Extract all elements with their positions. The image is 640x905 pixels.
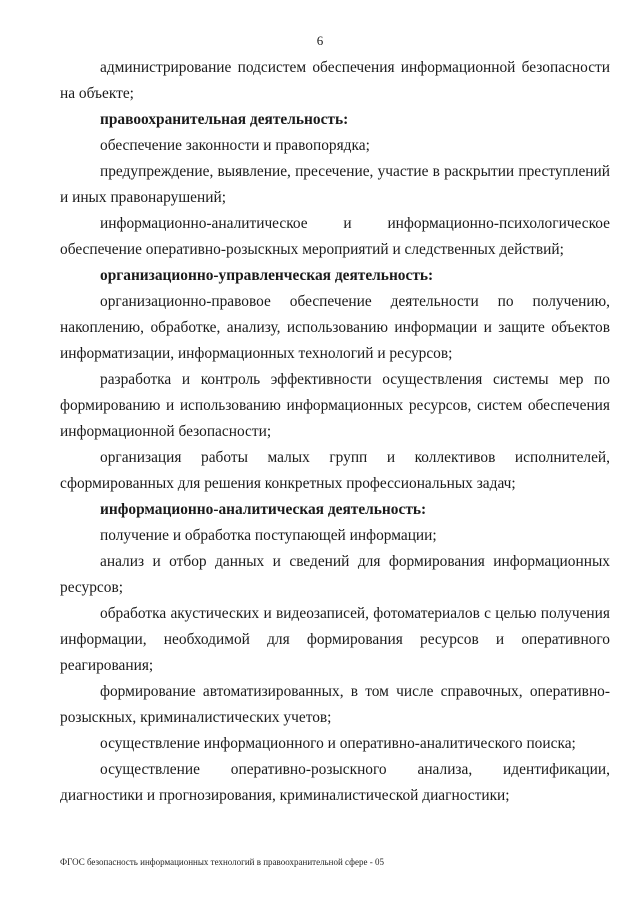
document-body bbox=[60, 55, 610, 809]
paragraph: обеспечение законности и правопорядка; bbox=[100, 137, 370, 154]
paragraph: информационно-аналитическое и информационно-психологическое обеспечение оперативно-розыскных мероприятий и следственных действий; bbox=[60, 215, 610, 258]
paragraph: предупреждение, выявление, пресечение, участие в раскрытии преступлений и иных правонарушений; bbox=[60, 163, 610, 206]
paragraph: обработка акустических и видеозаписей, фотоматериалов с целью получения информации, необходимой для формирования ресурсов и оперативного реагирования; bbox=[60, 605, 610, 674]
paragraph: получение и обработка поступающей информации; bbox=[100, 527, 437, 544]
paragraph: формирование автоматизированных, в том числе справочных, оперативно-розыскных, криминалистических учетов; bbox=[60, 683, 610, 726]
paragraph: организационно-правовое обеспечение деятельности по получению, накоплению, обработке, анализу, использованию информации и защите объектов информатизации, информационных технологий и ресурсов; bbox=[60, 293, 610, 362]
page-footer: ФГОС безопасность информационных технологий в правоохранительной сфере - 05 bbox=[60, 857, 384, 867]
section-heading: организационно-управленческая деятельность: bbox=[100, 267, 434, 284]
section-heading: правоохранительная деятельность: bbox=[100, 111, 349, 128]
paragraph: разработка и контроль эффективности осуществления системы мер по формированию и использованию информационных ресурсов, систем обеспечения информационной безопасности; bbox=[60, 371, 610, 440]
paragraph: осуществление информационного и оперативно-аналитического поиска; bbox=[100, 735, 576, 752]
paragraph: осуществление оперативно-розыскного анализа, идентификации, диагностики и прогнозирования, криминалистической диагностики; bbox=[60, 761, 610, 804]
paragraph: организация работы малых групп и коллективов исполнителей, сформированных для решения конкретных профессиональных задач; bbox=[60, 449, 610, 492]
paragraph: анализ и отбор данных и сведений для формирования информационных ресурсов; bbox=[60, 553, 610, 596]
page-number: 6 bbox=[316, 33, 324, 48]
section-heading: информационно-аналитическая деятельность: bbox=[100, 501, 427, 518]
paragraph: администрирование подсистем обеспечения информационной безопасности на объекте; bbox=[60, 59, 610, 102]
